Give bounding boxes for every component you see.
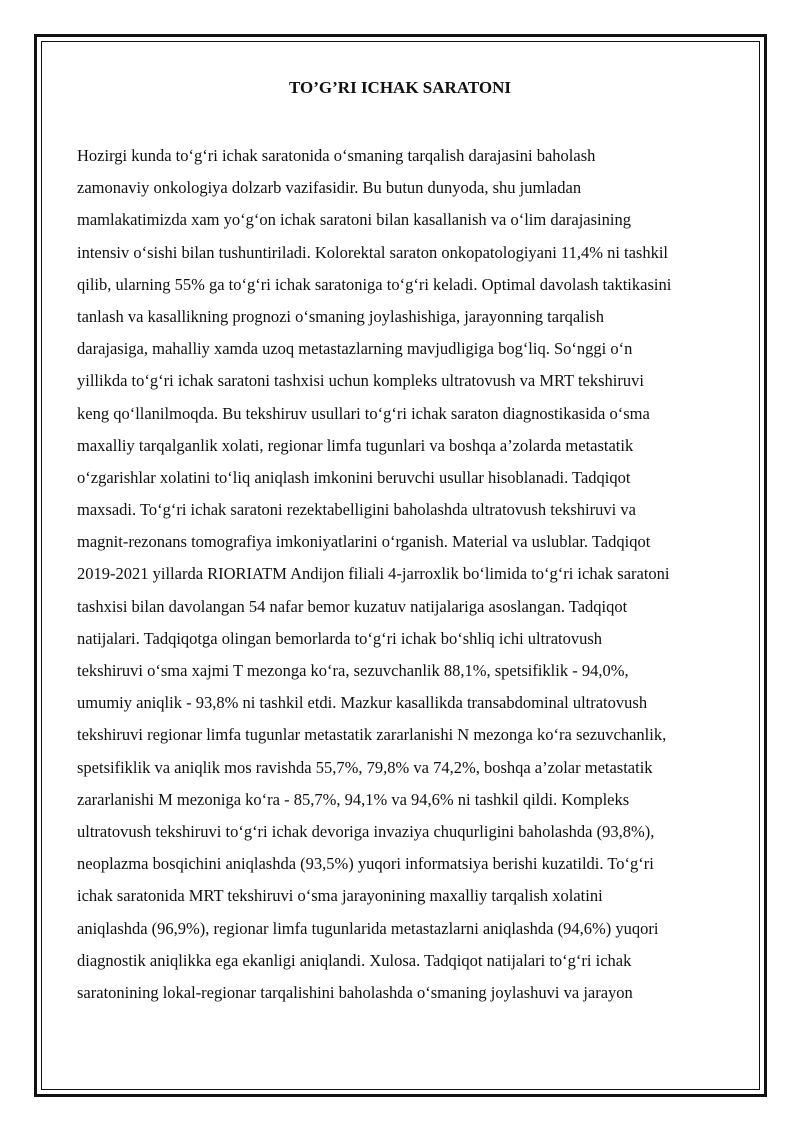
document-body	[77, 140, 727, 1009]
body-line: intensiv o‘sishi bilan tushuntiriladi. Kolorektal saraton onkopatologiyani 11,4% ni tashkil	[77, 242, 669, 262]
body-line: saratonining lokal-regionar tarqalishini baholashda o‘smaning joylashuvi va jarayon	[77, 982, 633, 1002]
body-line: tashxisi bilan davolangan 54 nafar bemor kuzatuv natijalariga asoslangan. Tadqiqot	[77, 596, 628, 616]
body-line: spetsifiklik va aniqlik mos ravishda 55,7%, 79,8% va 74,2%, boshqa a’zolar metastatik	[77, 757, 653, 777]
body-line: ultratovush tekshiruvi to‘g‘ri ichak devoriga invaziya chuqurligini baholashda (93,8%),	[77, 821, 655, 841]
body-line: mamlakatimizda xam yo‘g‘on ichak saratoni bilan kasallanish va o‘lim darajasining	[77, 210, 631, 230]
body-line: ichak saratonida MRT tekshiruvi o‘sma jarayonining maxalliy tarqalish xolatini	[77, 886, 603, 906]
body-line: 2019-2021 yillarda RIORIATM Andijon filiali 4-jarroxlik bo‘limida to‘g‘ri ichak saratoni	[77, 564, 670, 584]
body-line: magnit-rezonans tomografiya imkoniyatlarini o‘rganish. Material va uslublar. Tadqiqot	[77, 532, 651, 552]
body-line: diagnostik aniqlikka ega ekanligi aniqlandi. Xulosa. Tadqiqot natijalari to‘g‘ri ichak	[77, 950, 632, 970]
body-line: Hozirgi kunda to‘g‘ri ichak saratonida o‘smaning tarqalish darajasini baholash	[77, 146, 596, 165]
body-line: yillikda to‘g‘ri ichak saratoni tashxisi uchun kompleks ultratovush va MRT tekshiruvi	[77, 371, 644, 391]
body-line: natijalari. Tadqiqotga olingan bemorlarda to‘g‘ri ichak bo‘shliq ichi ultratovush	[77, 628, 603, 648]
body-line: aniqlashda (96,9%), regionar limfa tugunlarida metastazlarni aniqlashda (94,6%) yuqori	[77, 918, 659, 938]
document-title: TO’G’RI ICHAK SARATONI	[289, 78, 511, 97]
body-line: zararlanishi M mezoniga ko‘ra - 85,7%, 94,1% va 94,6% ni tashkil qildi. Kompleks	[77, 789, 630, 809]
body-line: tekshiruvi regionar limfa tugunlar metastatik zararlanishi N mezonga ko‘ra sezuvchanlik,	[77, 725, 667, 745]
body-line: qilib, ularning 55% ga to‘g‘ri ichak saratoniga to‘g‘ri keladi. Optimal davolash taktikasini	[77, 274, 672, 294]
body-line: o‘zgarishlar xolatini to‘liq aniqlash imkonini beruvchi usullar hisoblanadi. Tadqiqot	[77, 467, 631, 487]
body-line: maxalliy tarqalganlik xolati, regionar limfa tugunlari va boshqa a’zolarda metastatik	[77, 435, 634, 455]
body-line: umumiy aniqlik - 93,8% ni tashkil etdi. Mazkur kasallikda transabdominal ultratovush	[77, 693, 648, 713]
body-line: zamonaviy onkologiya dolzarb vazifasidir. Bu butun dunyoda, shu jumladan	[77, 178, 582, 198]
body-line: maxsadi. To‘g‘ri ichak saratoni rezektabelligini baholashda ultratovush tekshiruvi va	[77, 500, 636, 520]
body-line: tanlash va kasallikning prognozi o‘smaning joylashishiga, jarayonning tarqalish	[77, 306, 604, 326]
body-line: keng qo‘llanilmoqda. Bu tekshiruv usullari to‘g‘ri ichak saraton diagnostikasida o‘sma	[77, 403, 650, 423]
body-line: tekshiruvi o‘sma xajmi T mezonga ko‘ra, sezuvchanlik 88,1%, spetsifiklik - 94,0%,	[77, 661, 629, 680]
body-line: neoplazma bosqichini aniqlashda (93,5%) yuqori informatsiya berishi kuzatildi. To‘g‘ri	[77, 854, 654, 874]
body-line: darajasiga, mahalliy xamda uzoq metastazlarning mavjudligiga bog‘liq. So‘nggi o‘n	[77, 339, 633, 359]
